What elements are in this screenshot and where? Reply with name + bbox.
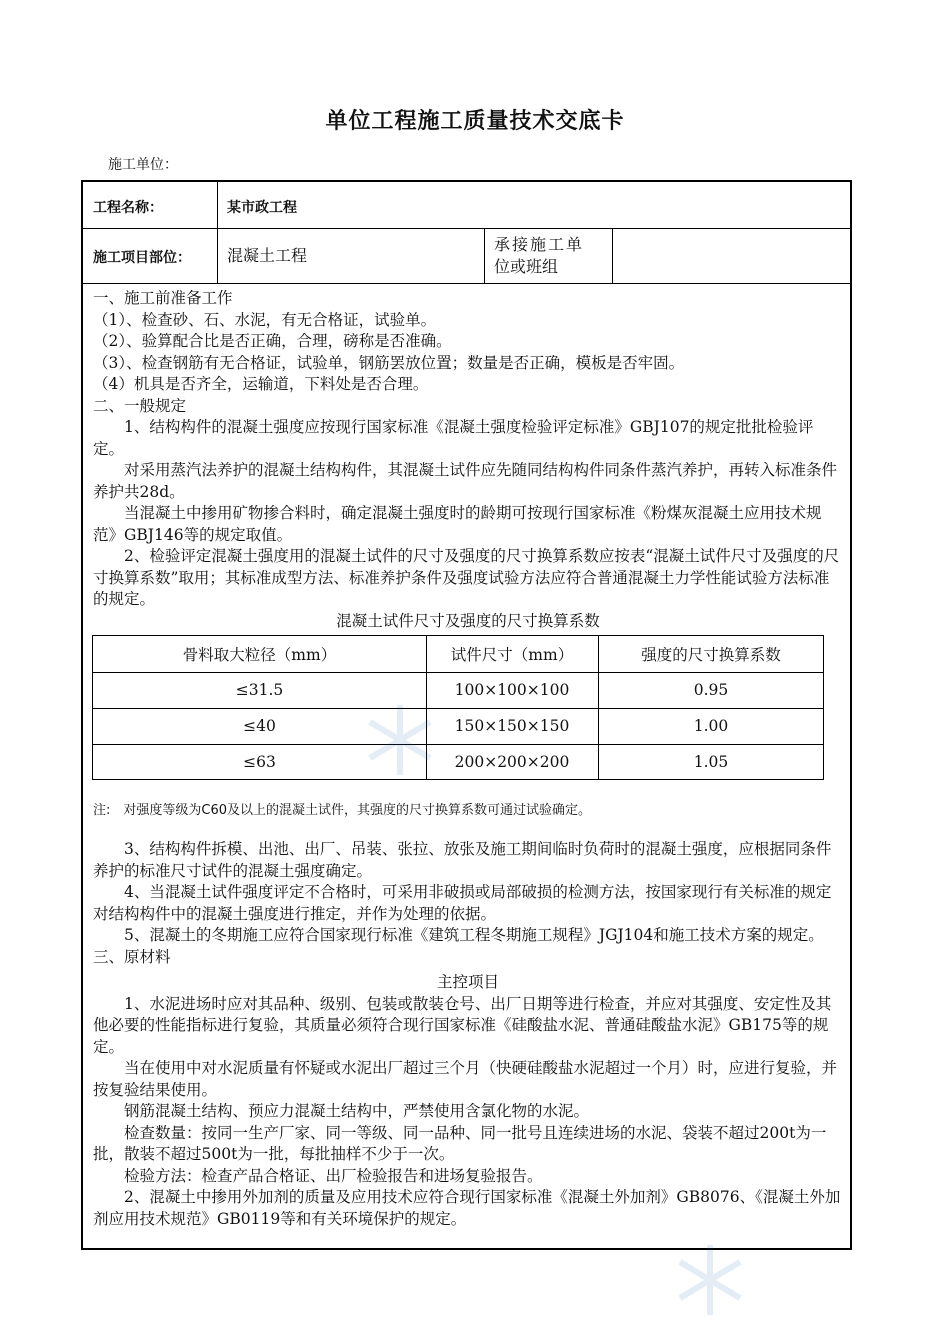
table-header-cell: 骨料取大粒径（mm）	[182, 646, 337, 664]
general-rule-paragraph: 对采用蒸汽法养护的混凝土结构构件，其混凝土试件应先随同结构构件同条件蒸汽养护，再转入标准条件养护共28d。	[93, 461, 838, 501]
column-divider	[217, 182, 218, 283]
raw-material-paragraph: 检查数量：按同一生产厂家、同一等级、同一品种、同一批号且连续进场的水泥、袋装不超过200t为一批，散装不超过500t为一批，每批抽样不少于一次。	[93, 1123, 827, 1163]
column-divider	[484, 229, 485, 283]
table-row	[93, 744, 823, 779]
header-divider	[83, 283, 850, 284]
column-divider	[612, 229, 613, 283]
general-rule-paragraph: 1、结构构件的混凝土强度应按现行国家标准《混凝土强度检验评定标准》GBJ107的规定批批检验评定。	[93, 418, 814, 458]
contractor-label-line2: 位或班组	[494, 257, 559, 276]
table-cell: ≤63	[243, 752, 276, 771]
table-row	[93, 708, 823, 744]
table-cell: 1.00	[693, 717, 729, 735]
general-rule-paragraph: 当混凝土中掺用矿物掺合料时，确定混凝土强度时的龄期可按现行国家标准《粉煤灰混凝土应用技术规范》GBJ146等的规定取值。	[93, 504, 822, 544]
table-header-cell: 强度的尺寸换算系数	[641, 646, 781, 664]
prep-item: （3）、检查钢筋有无合格证，试验单，钢筋罢放位置；数量是否正确，模板是否牢固。	[93, 353, 685, 372]
raw-material-paragraph: 检验方法：检查产品合格证、出厂检验报告和进场复验报告。	[124, 1166, 543, 1185]
table-cell: 0.95	[693, 681, 729, 699]
disclosure-card	[81, 180, 852, 1250]
contractor-label-line1: 承接施工单	[494, 235, 585, 254]
header-divider	[83, 228, 850, 229]
prep-item: （1）、检查砂、石、水泥，有无合格证，试验单。	[93, 310, 437, 329]
general-rules-heading: 二、一般规定	[93, 396, 187, 415]
raw-material-paragraph: 2、混凝土中掺用外加剂的质量及应用技术应符合现行国家标准《混凝土外加剂》GB8076、《混凝土外加剂应用技术规范》GB0119等和有关环境保护的规定。	[93, 1188, 841, 1228]
raw-material-paragraph: 当在使用中对水泥质量有怀疑或水泥出厂超过三个月（快硬硅酸盐水泥超过一个月）时，应进行复验，并按复验结果使用。	[93, 1059, 838, 1099]
project-name-label: 工程名称：	[93, 200, 163, 216]
section-value: 混凝土工程	[227, 246, 308, 265]
table-row	[93, 672, 823, 708]
table-cell: 150×150×150	[454, 717, 570, 735]
section-label: 施工项目部位：	[93, 250, 191, 266]
conversion-table	[92, 635, 824, 780]
prep-item: （2）、验算配合比是否正确，合理，磅称是否准确。	[93, 332, 452, 350]
prep-section	[93, 288, 843, 632]
project-name-value: 某市政工程	[227, 200, 297, 216]
watermark-emblem-icon	[670, 1240, 750, 1320]
prep-heading: 一、施工前准备工作	[93, 289, 233, 307]
general-rule-paragraph: 4、当混凝土试件强度评定不合格时，可采用非破损或局部破损的检测方法，按国家现行有关标准的规定对结构构件中的混凝土强度进行推定，并作为处理的依据。	[93, 883, 832, 923]
prep-item: （4）机具是否齐全，运输道，下料处是否合理。	[93, 375, 429, 393]
table-cell: ≤40	[243, 717, 276, 735]
page-title: 单位工程施工质量技术交底卡	[325, 109, 625, 134]
table-header-row	[93, 636, 823, 672]
table-note: 注: 对强度等级为C60及以上的混凝土试件，其强度的尺寸换算系数可通过试验确定。	[93, 803, 591, 818]
general-rule-paragraph: 3、结构构件拆模、出池、出厂、吊装、张拉、放张及施工期间临时负荷时的混凝土强度，应根据同条件养护的标准尺寸试件的混凝土强度确定。	[93, 840, 832, 880]
raw-material-paragraph: 1、水泥进场时应对其品种、级别、包装或散装仓号、出厂日期等进行检查，并应对其强度、安定性及其他必要的性能指标进行复验，其质量必须符合现行国家标准《硅酸盐水泥、普通硅酸盐水泥》GB175等的规定。	[93, 994, 832, 1056]
construction-unit-label: 施工单位：	[108, 157, 178, 173]
table-cell: 100×100×100	[454, 681, 570, 699]
raw-materials-heading: 三、原材料	[93, 947, 171, 966]
table-header-cell: 试件尺寸（mm）	[450, 646, 574, 664]
general-rule-paragraph: 5、混凝土的冬期施工应符合国家现行标准《建筑工程冬期施工规程》JGJ104和施工技术方案的规定。	[124, 926, 824, 944]
table-caption: 混凝土试件尺寸及强度的尺寸换算系数	[336, 611, 600, 630]
table-cell: 1.05	[693, 752, 729, 771]
general-rule-paragraph: 2、检验评定混凝土强度用的混凝土试件的尺寸及强度的尺寸换算系数应按表“混凝土试件尺寸及强度的尺寸换算系数”取用；其标准成型方法、标准养护条件及强度试验方法应符合普通混凝土力学性能试验方法标准的规定。	[93, 547, 840, 608]
rules-continued	[93, 839, 843, 1230]
table-cell: 200×200×200	[454, 752, 570, 771]
main-items-heading: 主控项目	[436, 973, 499, 991]
table-cell: ≤31.5	[235, 681, 284, 699]
raw-material-paragraph: 钢筋混凝土结构、预应力混凝土结构中，严禁使用含氯化物的水泥。	[124, 1102, 590, 1120]
